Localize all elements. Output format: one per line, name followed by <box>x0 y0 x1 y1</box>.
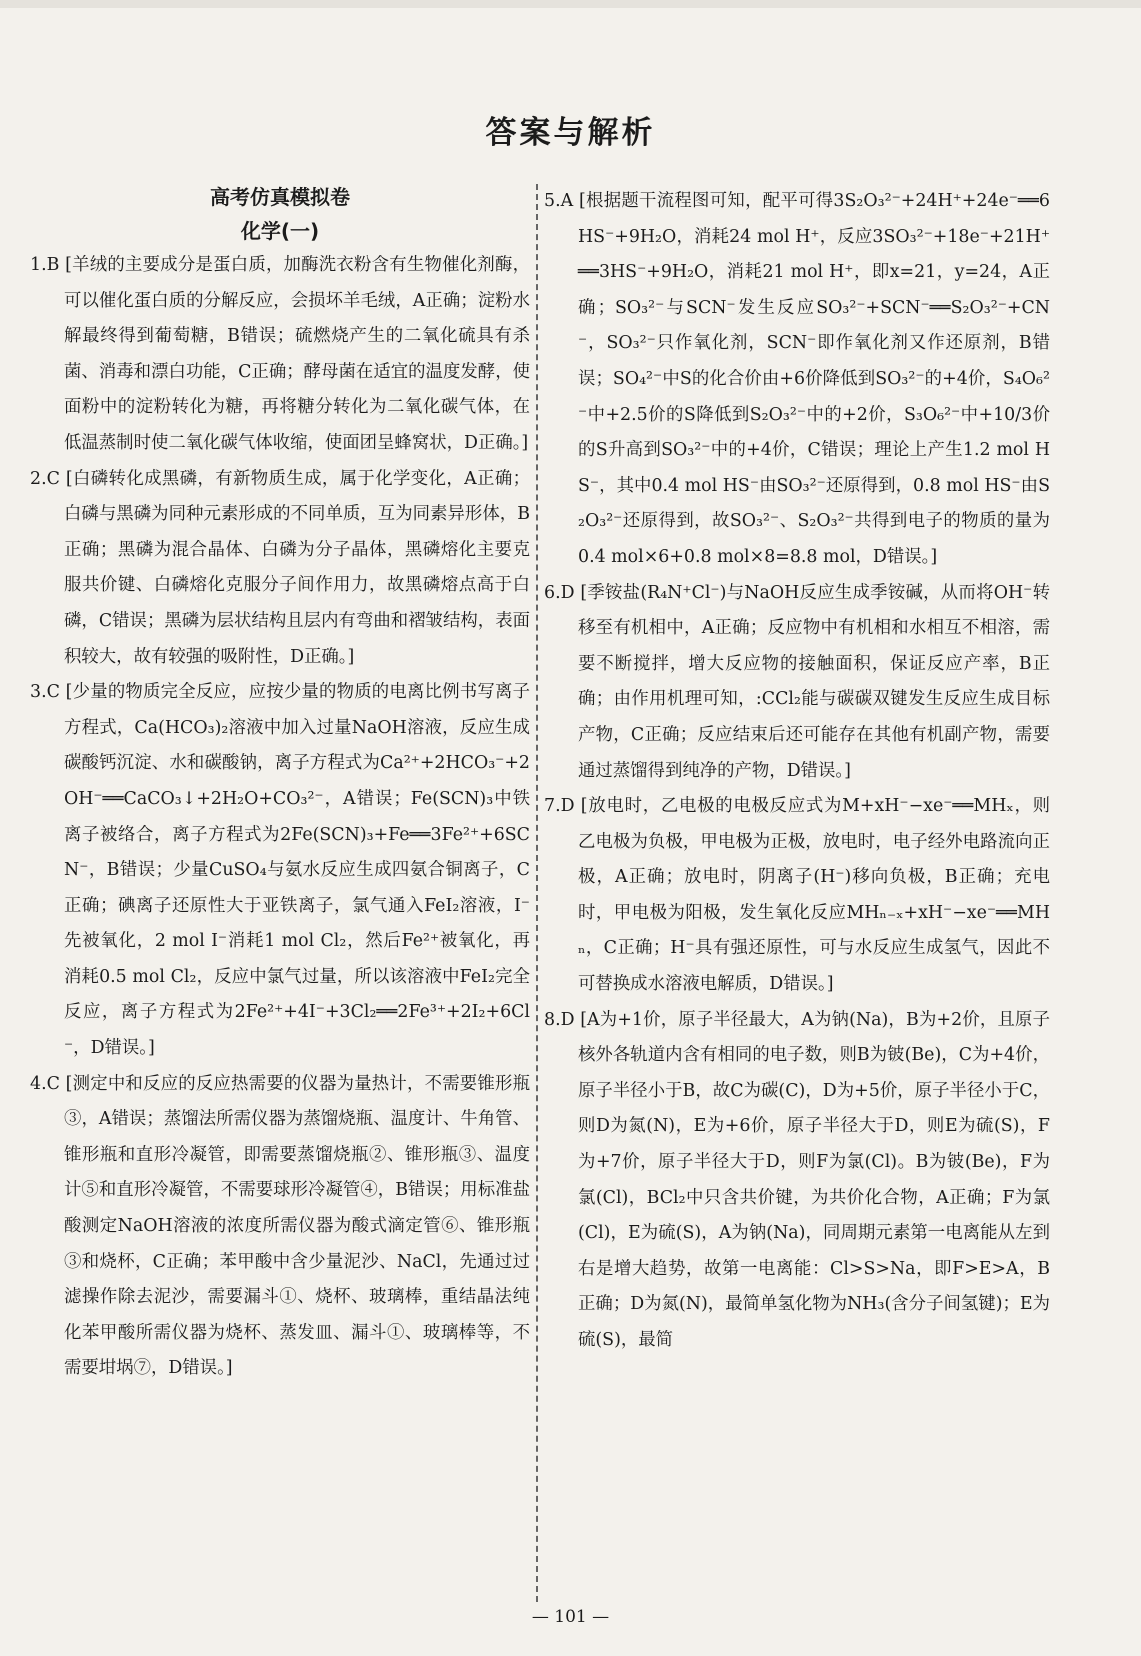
exam-title: 高考仿真模拟卷 <box>210 185 350 209</box>
answer-8: 8.D [A为+1价，原子半径最大，A为钠(Na)，B为+2价，且原子核外各轨道内含有相同的电子数，则B为铍(Be)，C为+4价，原子半径小于B，故C为碳(C)，D为+5价，原子半径小于C，则D为氮(N)，E为+6价，原子半径大于D，则E为硫(S)，F为+7价，原子半径大于D，则F为氯(Cl)。B为铍(Be)，F为氯(Cl)，BCl₂中只含共价键，为共价化合物，A正确；F为氯(Cl)，E为硫(S)，A为钠(Na)，同周期元素第一电离能从左到右是增大趋势，故第一电离能：Cl>S>Na，即F>E>A，B正确；D为氮(N)，最简单氢化物为NH₃(含分子间氢键)；E为硫(S)，最简 <box>544 1009 1050 1350</box>
page-number: — 101 — <box>531 1607 610 1627</box>
answer-7: 7.D [放电时，乙电极的电极反应式为M+xH⁻−xe⁻══MHₓ，则乙电极为负极，甲电极为正极，放电时，电子经外电路流向正极，A正确；放电时，阴离子(H⁻)移向负极，B正确；充电时，甲电极为阳极，发生氧化反应MHₙ₋ₓ+xH⁻−xe⁻══MHₙ，C正确；H⁻具有强还原性，可与水反应生成氢气，因此不可替换成水溶液电解质，D错误。] <box>544 796 1050 995</box>
answer-2: 2.C [白磷转化成黑磷，有新物质生成，属于化学变化，A正确；白磷与黑磷为同种元素形成的不同单质，互为同素异形体，B正确；黑磷为混合晶体、白磷为分子晶体，黑磷熔化主要克服共价键、白磷熔化克服分子间作用力，故黑磷熔点高于白磷，C错误；黑磷为层状结构且层内有弯曲和褶皱结构，表面积较大，故有较强的吸附性，D正确。] <box>30 468 530 667</box>
top-edge <box>0 0 1141 8</box>
page-title: 答案与解析 <box>485 115 656 151</box>
column-divider <box>536 184 538 1602</box>
answer-5: 5.A [根据题干流程图可知，配平可得3S₂O₃²⁻+24H⁺+24e⁻══6HS⁻+9H₂O，消耗24 mol H⁺，反应3SO₃²⁻+18e⁻+21H⁺══3HS⁻+9H₂O，消耗21 mol H⁺，即x=21，y=24，A正确；SO₃²⁻与SCN⁻发生反应SO₃²⁻+SCN⁻══S₂O₃²⁻+CN⁻，SO₃²⁻只作氧化剂，SCN⁻即作氧化剂又作还原剂，B错误；SO₄²⁻中S的化合价由+6价降低到SO₃²⁻的+4价，S₄O₆²⁻中+2.5价的S降低到S₂O₃²⁻中的+2价，S₃O₆²⁻中+10/3价的S升高到SO₃²⁻中的+4价，C错误；理论上产生1.2 mol HS⁻，其中0.4 mol HS⁻由SO₃²⁻还原得到，0.8 mol HS⁻由S₂O₃²⁻还原得到，故SO₃²⁻、S₂O₃²⁻共得到电子的物质的量为0.4 mol×6+0.8 mol×8=8.8 mol，D错误。] <box>544 191 1050 567</box>
answer-3: 3.C [少量的物质完全反应，应按少量的物质的电离比例书写离子方程式，Ca(HCO₃)₂溶液中加入过量NaOH溶液，反应生成碳酸钙沉淀、水和碳酸钠，离子方程式为Ca²⁺+2HCO₃⁻+2OH⁻══CaCO₃↓+2H₂O+CO₃²⁻，A错误；Fe(SCN)₃中铁离子被络合，离子方程式为2Fe(SCN)₃+Fe══3Fe²⁺+6SCN⁻，B错误；少量CuSO₄与氨水反应生成四氨合铜离子，C正确；碘离子还原性大于亚铁离子，氯气通入FeI₂溶液，I⁻先被氧化，2 mol I⁻消耗1 mol Cl₂，然后Fe²⁺被氧化，再消耗0.5 mol Cl₂，反应中氯气过量，所以该溶液中FeI₂完全反应，离子方程式为2Fe²⁺+4I⁻+3Cl₂══2Fe³⁺+2I₂+6Cl⁻，D错误。] <box>30 682 530 1059</box>
right-column <box>544 184 1050 1359</box>
answer-4: 4.C [测定中和反应的反应热需要的仪器为量热计，不需要锥形瓶③，A错误；蒸馏法所需仪器为蒸馏烧瓶、温度计、牛角管、锥形瓶和直形冷凝管，即需要蒸馏烧瓶②、锥形瓶③、温度计⑤和直形冷凝管，不需要球形冷凝管④，B错误；用标准盐酸测定NaOH溶液的浓度所需仪器为酸式滴定管⑥、锥形瓶③和烧杯，C正确；苯甲酸中含少量泥沙、NaCl，先通过过滤操作除去泥沙，需要漏斗①、烧杯、玻璃棒，重结晶法纯化苯甲酸所需仪器为烧杯、蒸发皿、漏斗①、玻璃棒等，不需要坩埚⑦，D错误。] <box>30 1073 530 1379</box>
left-column <box>30 180 530 1387</box>
answer-1: 1.B [羊绒的主要成分是蛋白质，加酶洗衣粉含有生物催化剂酶，可以催化蛋白质的分解反应，会损坏羊毛绒，A正确；淀粉水解最终得到葡萄糖，B错误；硫燃烧产生的二氧化硫具有杀菌、消毒和漂白功能，C正确；酵母菌在适宜的温度发酵，使面粉中的淀粉转化为糖，再将糖分转化为二氧化碳气体，在低温蒸制时使二氧化碳气体收缩，使面团呈蜂窝状，D正确。] <box>30 255 530 453</box>
answer-6: 6.D [季铵盐(R₄N⁺Cl⁻)与NaOH反应生成季铵碱，从而将OH⁻转移至有机相中，A正确；反应物中有机相和水相互不相溶，需要不断搅拌，增大反应物的接触面积，保证反应产率，B正确；由作用机理可知，:CCl₂能与碳碳双键发生反应生成目标产物，C正确；反应结束后还可能存在其他有机副产物，需要通过蒸馏得到纯净的产物，D错误。] <box>544 582 1050 781</box>
subject-title: 化学(一) <box>240 219 320 243</box>
